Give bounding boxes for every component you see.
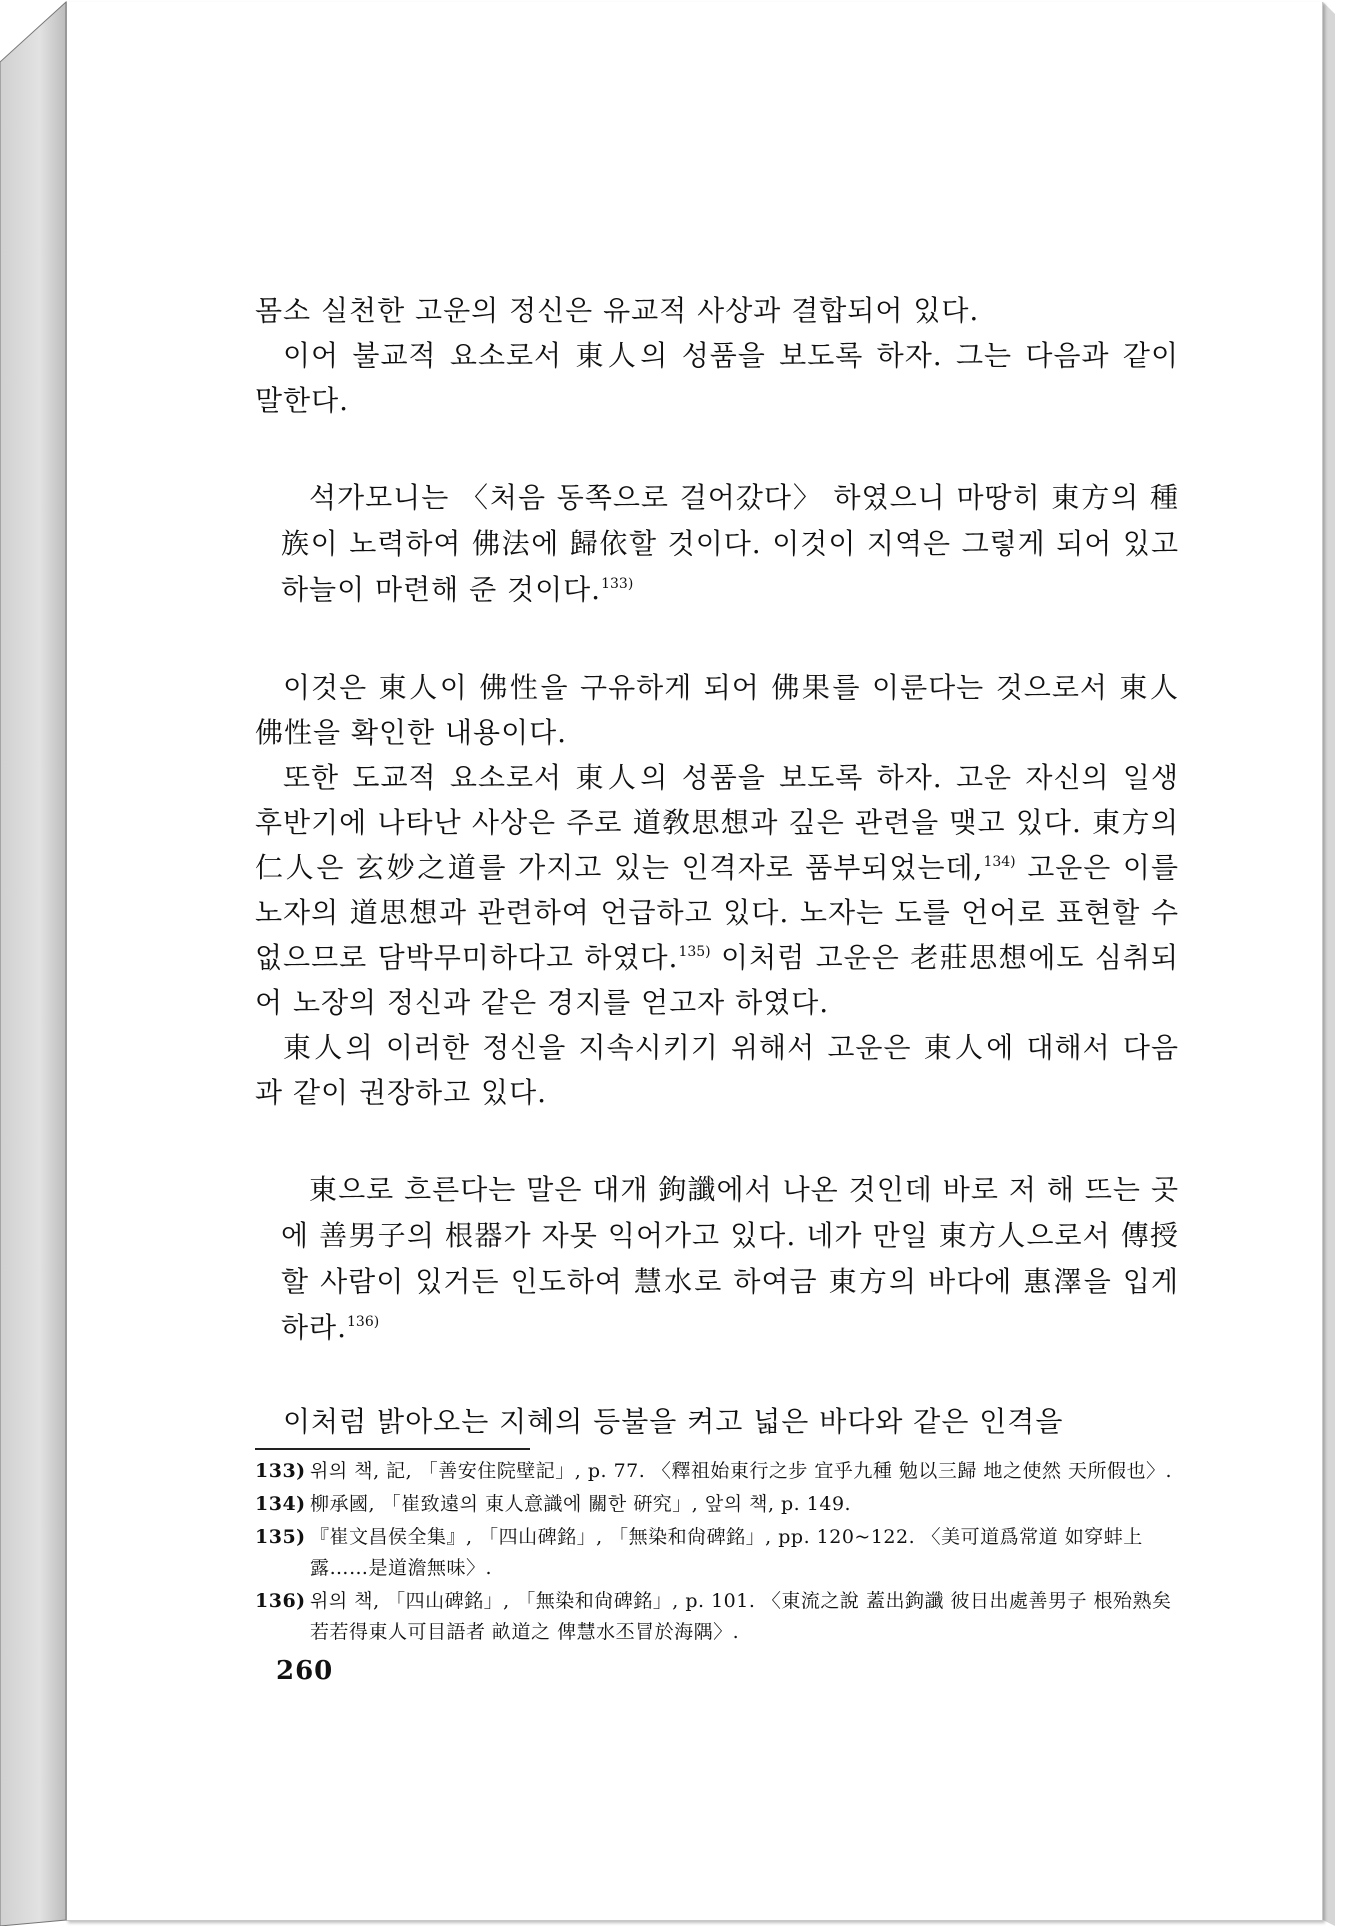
footnote-text: 柳承國, 「崔致遠의 東人意識에 關한 硏究」, 앞의 책, p. 149. (310, 1493, 852, 1515)
body-paragraph: 東人의 이러한 정신을 지속시키기 위해서 고운은 東人에 대해서 다음과 같이 권장하고 있다. (255, 1031, 1179, 1109)
footnote-ref: 134) (983, 854, 1016, 870)
paragraph-text: 고운은 이를 노자의 道思想과 관련하여 언급하고 있다. 노자는 도를 언어로 표현할 수 없으므로 담박무미하다고 하였다. (255, 851, 1179, 974)
footnote-text: 위의 책, 「四山碑銘」, 「無染和尙碑銘」, p. 101. 〈東流之說 蓋出鉤讖 彼日出處善男子 根殆熟矣 若若得東人可目語者 畝道之 俾慧水丕冒於海隅〉. (310, 1590, 1172, 1643)
block-quote (255, 475, 1179, 613)
body-paragraph: 이처럼 밝아오는 지혜의 등불을 켜고 넓은 바다와 같은 인격을 (283, 1405, 1064, 1438)
spacer (255, 613, 1179, 665)
footnote-ref: 135) (678, 944, 711, 960)
page-number: 260 (276, 1656, 334, 1686)
footnote-number: 135) (255, 1526, 306, 1548)
spacer (255, 423, 1179, 475)
footnote-text: 『崔文昌侯全集』, 「四山碑銘」, 「無染和尙碑銘」, pp. 120~122. 〈美可道爲常道 如穿蚌上露……是道澹無味〉. (310, 1526, 1143, 1579)
quote-text: 東으로 흐른다는 말은 대개 鉤讖에서 나온 것인데 바로 저 해 뜨는 곳에 善男子의 根器가 자못 익어가고 있다. 네가 만일 東方人으로서 傳授할 사람이 있거든 인도하여 慧水로 하여금 東方의 바다에 惠澤을 입게 하라. (281, 1173, 1179, 1344)
footnote-ref: 136) (347, 1314, 380, 1330)
body-paragraph: 이것은 東人이 佛性을 구유하게 되어 佛果를 이룬다는 것으로서 東人佛性을 확인한 내용이다. (255, 671, 1179, 749)
footnote-divider (255, 1448, 530, 1450)
footnote-number: 134) (255, 1493, 306, 1515)
paragraph-text: 이처럼 고운은 老莊思想에도 심취되어 노장의 정신과 같은 경지를 얻고자 하였다. (255, 941, 1179, 1019)
footnote-text: 위의 책, 記, 「善安住院壁記」, p. 77. 〈釋祖始東行之步 宜乎九種 勉以三歸 地之使然 天所假也〉. (310, 1460, 1173, 1482)
quote-text: 석가모니는 〈처음 동쪽으로 걸어갔다〉 하였으니 마땅히 東方의 種族이 노력하여 佛法에 歸依할 것이다. 이것이 지역은 그렇게 되어 있고 하늘이 마련해 준 것이다. (281, 481, 1179, 606)
book-spine (0, 0, 70, 1926)
spacer (255, 1351, 1179, 1399)
body-paragraph: 이어 불교적 요소로서 東人의 성품을 보도록 하자. 그는 다음과 같이 말한다. (255, 339, 1179, 417)
footnote-number: 136) (255, 1590, 306, 1612)
page-content (255, 288, 1179, 1650)
footnote (255, 1456, 1179, 1487)
block-quote (255, 1167, 1179, 1351)
spacer (255, 1115, 1179, 1167)
footnote (255, 1489, 1179, 1520)
footnote-ref: 133) (601, 576, 634, 592)
paragraph-text: 또한 도교적 요소로서 東人의 성품을 보도록 하자. 고운 자신의 일생 후반기에 나타난 사상은 주로 道敎思想과 깊은 관련을 맺고 있다. 東方의 仁人은 玄妙之道를 가지고 있는 인격자로 품부되었는데, (255, 761, 1179, 884)
footnote (255, 1522, 1179, 1584)
footnote-number: 133) (255, 1460, 306, 1482)
body-paragraph (255, 755, 1179, 1025)
body-paragraph: 몸소 실천한 고운의 정신은 유교적 사상과 결합되어 있다. (255, 294, 980, 327)
book-page-edge (1323, 0, 1345, 1926)
footnote (255, 1586, 1179, 1648)
